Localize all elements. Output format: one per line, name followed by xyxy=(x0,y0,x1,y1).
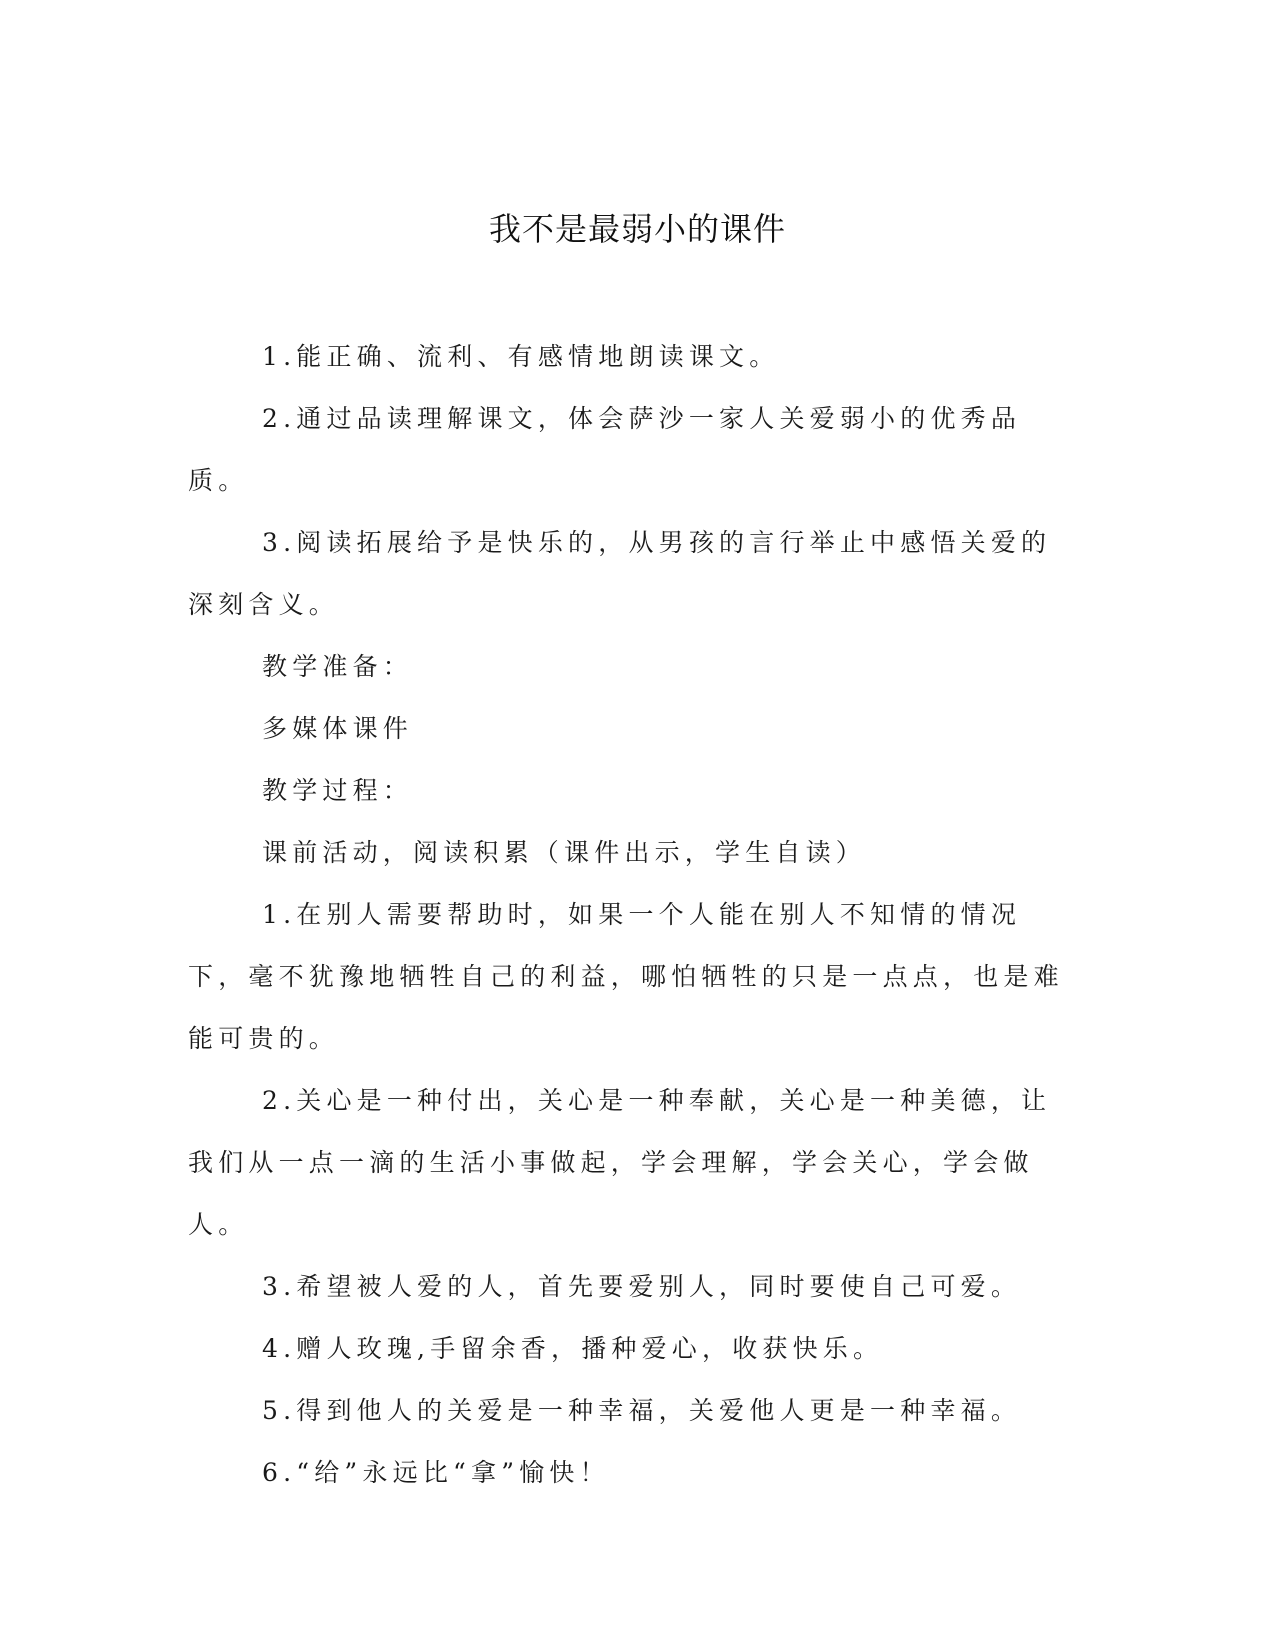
reading-item-5: 5.得到他人的关爱是一种幸福，关爱他人更是一种幸福。 xyxy=(262,1396,1022,1425)
reading-item-4: 4.赠人玫瑰,手留余香，播种爱心，收获快乐。 xyxy=(262,1334,884,1363)
preparation-heading: 教学准备： xyxy=(262,652,414,681)
document-title: 我不是最弱小的课件 xyxy=(488,210,786,248)
objective-1: 1.能正确、流利、有感情地朗读课文。 xyxy=(262,342,780,371)
reading-item-3: 3.希望被人爱的人，首先要爱别人，同时要使自己可爱。 xyxy=(262,1272,1022,1301)
objective-2: 2.通过品读理解课文，体会萨沙一家人关爱弱小的优秀品质。 xyxy=(188,404,1022,495)
pre-class-activity: 课前活动，阅读积累（课件出示，学生自读） xyxy=(262,838,867,867)
document-body xyxy=(188,326,1068,1504)
reading-item-6: 6.“给”永远比“拿”愉快！ xyxy=(262,1458,610,1487)
reading-item-2: 2.关心是一种付出，关心是一种奉献，关心是一种美德，让我们从一点一滴的生活小事做起，学会理解，学会关心，学会做人。 xyxy=(188,1086,1052,1239)
objective-3: 3.阅读拓展给予是快乐的，从男孩的言行举止中感悟关爱的深刻含义。 xyxy=(188,528,1052,619)
reading-item-1: 1.在别人需要帮助时，如果一个人能在别人不知情的情况下，毫不犹豫地牺牲自己的利益，哪怕牺牲的只是一点点，也是难能可贵的。 xyxy=(188,900,1064,1053)
process-heading: 教学过程： xyxy=(262,776,414,805)
preparation-item: 多媒体课件 xyxy=(262,714,414,743)
